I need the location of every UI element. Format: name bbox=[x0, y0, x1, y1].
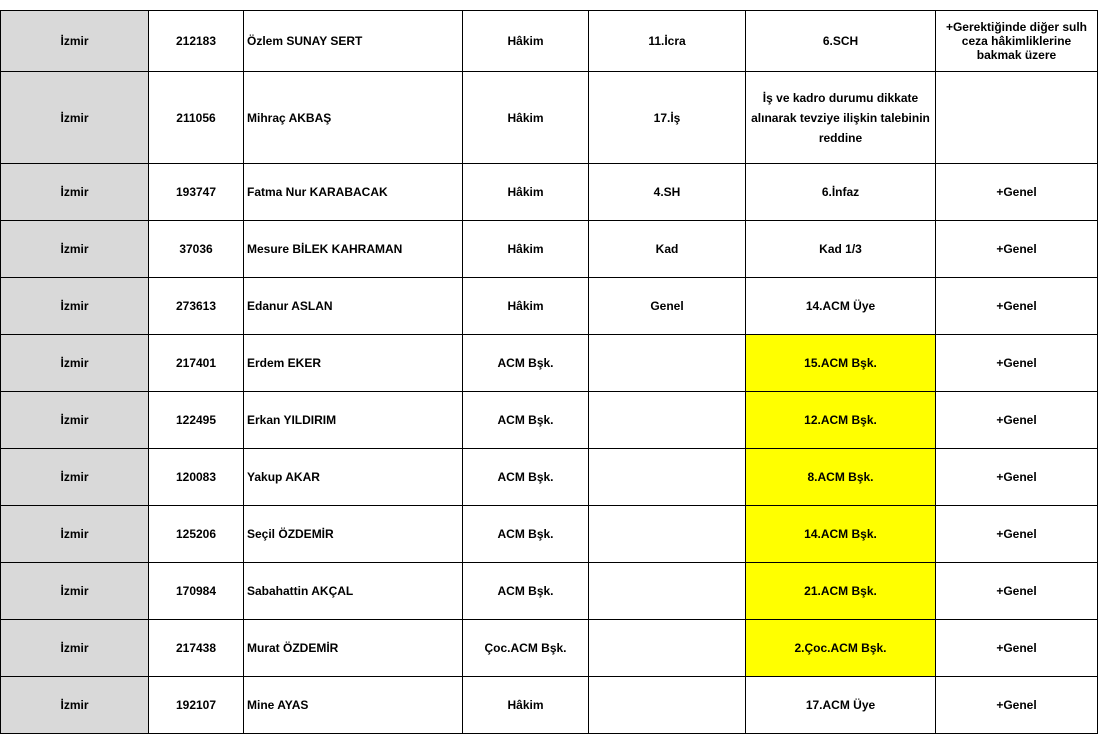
note-cell: +Genel bbox=[936, 221, 1098, 278]
title-cell: Çoc.ACM Bşk. bbox=[463, 620, 589, 677]
registry-number-cell: 212183 bbox=[149, 11, 244, 72]
registry-number-cell: 273613 bbox=[149, 278, 244, 335]
title-cell: Hâkim bbox=[463, 278, 589, 335]
city-cell: İzmir bbox=[1, 620, 149, 677]
name-cell: Özlem SUNAY SERT bbox=[244, 11, 463, 72]
note-cell: +Genel bbox=[936, 677, 1098, 734]
note-cell: +Genel bbox=[936, 449, 1098, 506]
table-row bbox=[1, 221, 1098, 278]
title-cell: ACM Bşk. bbox=[463, 506, 589, 563]
registry-number-cell: 125206 bbox=[149, 506, 244, 563]
current-unit-cell: Genel bbox=[589, 278, 746, 335]
note-cell: +Genel bbox=[936, 278, 1098, 335]
current-unit-cell: 4.SH bbox=[589, 164, 746, 221]
assignment-cell: 12.ACM Bşk. bbox=[746, 392, 936, 449]
name-cell: Edanur ASLAN bbox=[244, 278, 463, 335]
city-cell: İzmir bbox=[1, 221, 149, 278]
note-cell: +Genel bbox=[936, 392, 1098, 449]
current-unit-cell bbox=[589, 506, 746, 563]
current-unit-cell: 17.İş bbox=[589, 72, 746, 164]
assignment-cell: 15.ACM Bşk. bbox=[746, 335, 936, 392]
table-row bbox=[1, 72, 1098, 164]
title-cell: Hâkim bbox=[463, 72, 589, 164]
city-cell: İzmir bbox=[1, 11, 149, 72]
note-cell: +Gerektiğinde diğer sulh ceza hâkimliklerine bakmak üzere bbox=[936, 11, 1098, 72]
registry-number-cell: 170984 bbox=[149, 563, 244, 620]
name-cell: Sabahattin AKÇAL bbox=[244, 563, 463, 620]
table-row bbox=[1, 677, 1098, 734]
assignment-cell: 14.ACM Üye bbox=[746, 278, 936, 335]
assignment-cell: 6.İnfaz bbox=[746, 164, 936, 221]
assignment-cell: 17.ACM Üye bbox=[746, 677, 936, 734]
name-cell: Erkan YILDIRIM bbox=[244, 392, 463, 449]
registry-number-cell: 192107 bbox=[149, 677, 244, 734]
current-unit-cell bbox=[589, 563, 746, 620]
title-cell: Hâkim bbox=[463, 164, 589, 221]
table-row bbox=[1, 11, 1098, 72]
registry-number-cell: 37036 bbox=[149, 221, 244, 278]
table-row bbox=[1, 620, 1098, 677]
registry-number-cell: 217401 bbox=[149, 335, 244, 392]
title-cell: ACM Bşk. bbox=[463, 563, 589, 620]
assignment-cell: İş ve kadro durumu dikkate alınarak tevziye ilişkin talebinin reddine bbox=[746, 72, 936, 164]
current-unit-cell bbox=[589, 449, 746, 506]
registry-number-cell: 122495 bbox=[149, 392, 244, 449]
city-cell: İzmir bbox=[1, 335, 149, 392]
title-cell: Hâkim bbox=[463, 221, 589, 278]
current-unit-cell bbox=[589, 677, 746, 734]
title-cell: ACM Bşk. bbox=[463, 449, 589, 506]
note-cell: +Genel bbox=[936, 563, 1098, 620]
note-cell: +Genel bbox=[936, 620, 1098, 677]
current-unit-cell bbox=[589, 335, 746, 392]
title-cell: Hâkim bbox=[463, 677, 589, 734]
city-cell: İzmir bbox=[1, 449, 149, 506]
assignment-cell: 21.ACM Bşk. bbox=[746, 563, 936, 620]
name-cell: Mine AYAS bbox=[244, 677, 463, 734]
table-body bbox=[1, 11, 1098, 734]
table-row bbox=[1, 449, 1098, 506]
assignment-cell: Kad 1/3 bbox=[746, 221, 936, 278]
note-cell: +Genel bbox=[936, 506, 1098, 563]
name-cell: Mesure BİLEK KAHRAMAN bbox=[244, 221, 463, 278]
note-cell bbox=[936, 72, 1098, 164]
title-cell: Hâkim bbox=[463, 11, 589, 72]
name-cell: Murat ÖZDEMİR bbox=[244, 620, 463, 677]
city-cell: İzmir bbox=[1, 506, 149, 563]
table-row bbox=[1, 335, 1098, 392]
registry-number-cell: 120083 bbox=[149, 449, 244, 506]
assignment-cell: 2.Çoc.ACM Bşk. bbox=[746, 620, 936, 677]
table-row bbox=[1, 278, 1098, 335]
table-row bbox=[1, 164, 1098, 221]
city-cell: İzmir bbox=[1, 278, 149, 335]
registry-number-cell: 217438 bbox=[149, 620, 244, 677]
current-unit-cell: 11.İcra bbox=[589, 11, 746, 72]
title-cell: ACM Bşk. bbox=[463, 392, 589, 449]
table-row bbox=[1, 392, 1098, 449]
registry-number-cell: 193747 bbox=[149, 164, 244, 221]
current-unit-cell bbox=[589, 392, 746, 449]
name-cell: Erdem EKER bbox=[244, 335, 463, 392]
city-cell: İzmir bbox=[1, 392, 149, 449]
current-unit-cell bbox=[589, 620, 746, 677]
table-row bbox=[1, 506, 1098, 563]
title-cell: ACM Bşk. bbox=[463, 335, 589, 392]
note-cell: +Genel bbox=[936, 335, 1098, 392]
city-cell: İzmir bbox=[1, 563, 149, 620]
name-cell: Mihraç AKBAŞ bbox=[244, 72, 463, 164]
assignment-cell: 14.ACM Bşk. bbox=[746, 506, 936, 563]
assignment-cell: 8.ACM Bşk. bbox=[746, 449, 936, 506]
current-unit-cell: Kad bbox=[589, 221, 746, 278]
assignment-table bbox=[0, 10, 1098, 734]
city-cell: İzmir bbox=[1, 677, 149, 734]
assignment-cell: 6.SCH bbox=[746, 11, 936, 72]
name-cell: Yakup AKAR bbox=[244, 449, 463, 506]
city-cell: İzmir bbox=[1, 72, 149, 164]
name-cell: Fatma Nur KARABACAK bbox=[244, 164, 463, 221]
name-cell: Seçil ÖZDEMİR bbox=[244, 506, 463, 563]
table-row bbox=[1, 563, 1098, 620]
registry-number-cell: 211056 bbox=[149, 72, 244, 164]
city-cell: İzmir bbox=[1, 164, 149, 221]
note-cell: +Genel bbox=[936, 164, 1098, 221]
